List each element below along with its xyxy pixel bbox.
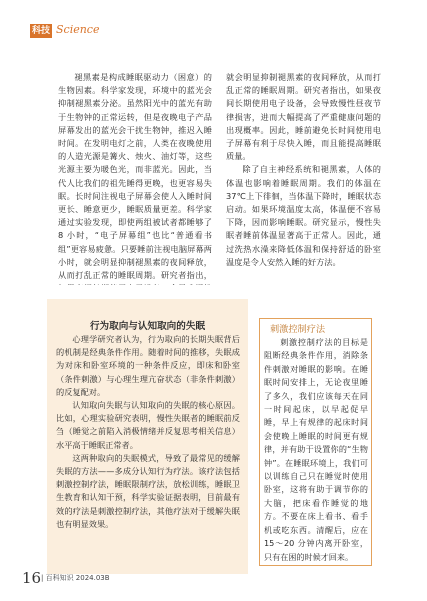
section-tag: 科技 — [31, 26, 50, 36]
info-box-paragraph: 认知取向失眠与认知取向的失眠的核心原因。比如，心理实验研究表明，慢性失眠者的睡眠前反刍（睡觉之前陷入消极情绪并反复思考相关信息）水平高于睡眠正常者。 — [56, 400, 240, 450]
sidebar-title: 刺激控制疗法 — [270, 324, 326, 335]
main-paragraph-1: 褪黑素是构成睡眠驱动力（困意）的生物因素。科学家发现，环境中的蓝光会抑制褪黑素分泌。虽然阳光中的蓝光有助于生物钟的正常运转，但是夜晚电子产品屏幕发出的蓝光会干扰生物钟，推迟入睡时间。在发明电灯之前，人类在夜晚使用的人造光源是篝火、烛火、油灯等，这些光源主要为暖色光，而非蓝光。因此，当代人比我们的祖先睡得更晚，也更容易失眠。长时间注视电子屏幕会使人入睡时间更长、睡意更少，睡眠质量更差。科学家通过实验发现，即使两组被试者都睡够了 8 小时，“电子屏幕组”也比“普通看书组”更容易疲惫。只要睡前注视电脑屏幕两小时，就会明显抑制褪黑素的夜间释放，从而打乱正常的睡眠周期。研究者指出， — [58, 72, 212, 281]
publication-info: | 百科知识 2024.03B — [41, 574, 110, 582]
main-paragraph-1-cont: 就会明显抑制褪黑素的夜间释放，从而打乱正常的睡眠周期。研究者指出，如果夜间长期使用电子设备，会导致慢性昼夜节律损害，进而大幅提高了严重健康问题的出现概率。因此，睡前避免长时间使用电子屏幕有利于尽快入睡，而且能提高睡眠质量。 — [226, 72, 381, 162]
section-label-en: Science — [56, 23, 100, 36]
main-paragraph-2: 除了自主神经系统和褪黑素，人体的体温也影响着睡眠周期。我们的体温在37℃上下徘徊，当体温下降时，睡眠状态启动。如果环境温度太高，体温便不容易下降，因而影响睡眠。研究显示，慢性失眠者睡前体温显著高于正常人。因此，通过洗热水澡来降低体温和保持舒适的卧室温度是令人安然入睡的好方法。 — [226, 164, 381, 267]
sidebar-text — [264, 336, 368, 564]
info-box-text — [56, 333, 240, 531]
info-box-title: 行为取向与认知取向的失眠 — [89, 321, 206, 332]
info-box-paragraph: 这两种取向的失眠模式，导致了最常见的缓解失眠的方法——多成分认知行为疗法。该疗法包括刺激控制疗法，睡眠限制疗法，放松训练，睡眠卫生教育和认知干预，科学实验证据表明，目前最有效的疗法是刺激控制疗法，其他疗法对于缓解失眠也有明显效果。 — [56, 452, 240, 529]
main-column-left — [58, 71, 212, 285]
main-column-right — [226, 71, 381, 269]
info-box-paragraph: 心理学研究者认为，行为取向的长期失眠背后的机制是经典条件作用。随着时间的推移，失眠成为对床和卧室环境的一种条件反应，即床和卧室（条件刺激）与心理生理亢奋状态（非条件刺激）的反复配对。 — [56, 334, 240, 397]
page-number: 16 — [22, 569, 42, 587]
sidebar-paragraph: 刺激控制疗法的目标是阻断经典条件作用，消除条件刺激对睡眠的影响。在睡眠时间安排上，无论夜里睡了多久，我们应该每天在同一时间起床，以早起促早睡，早上有规律的起床时间会使晚上睡眠的时间更有规律，并有助于设置你的“生物钟”。在睡眠环境上，我们可以训练自己只在睡觉时使用卧室，这将有助于调节你的大脑，把床看作睡觉的地方。不要在床上看书、看手机或吃东西。清醒后，应在15～20 分钟内离开卧室，只有在困的时候才回来。 — [264, 337, 368, 562]
